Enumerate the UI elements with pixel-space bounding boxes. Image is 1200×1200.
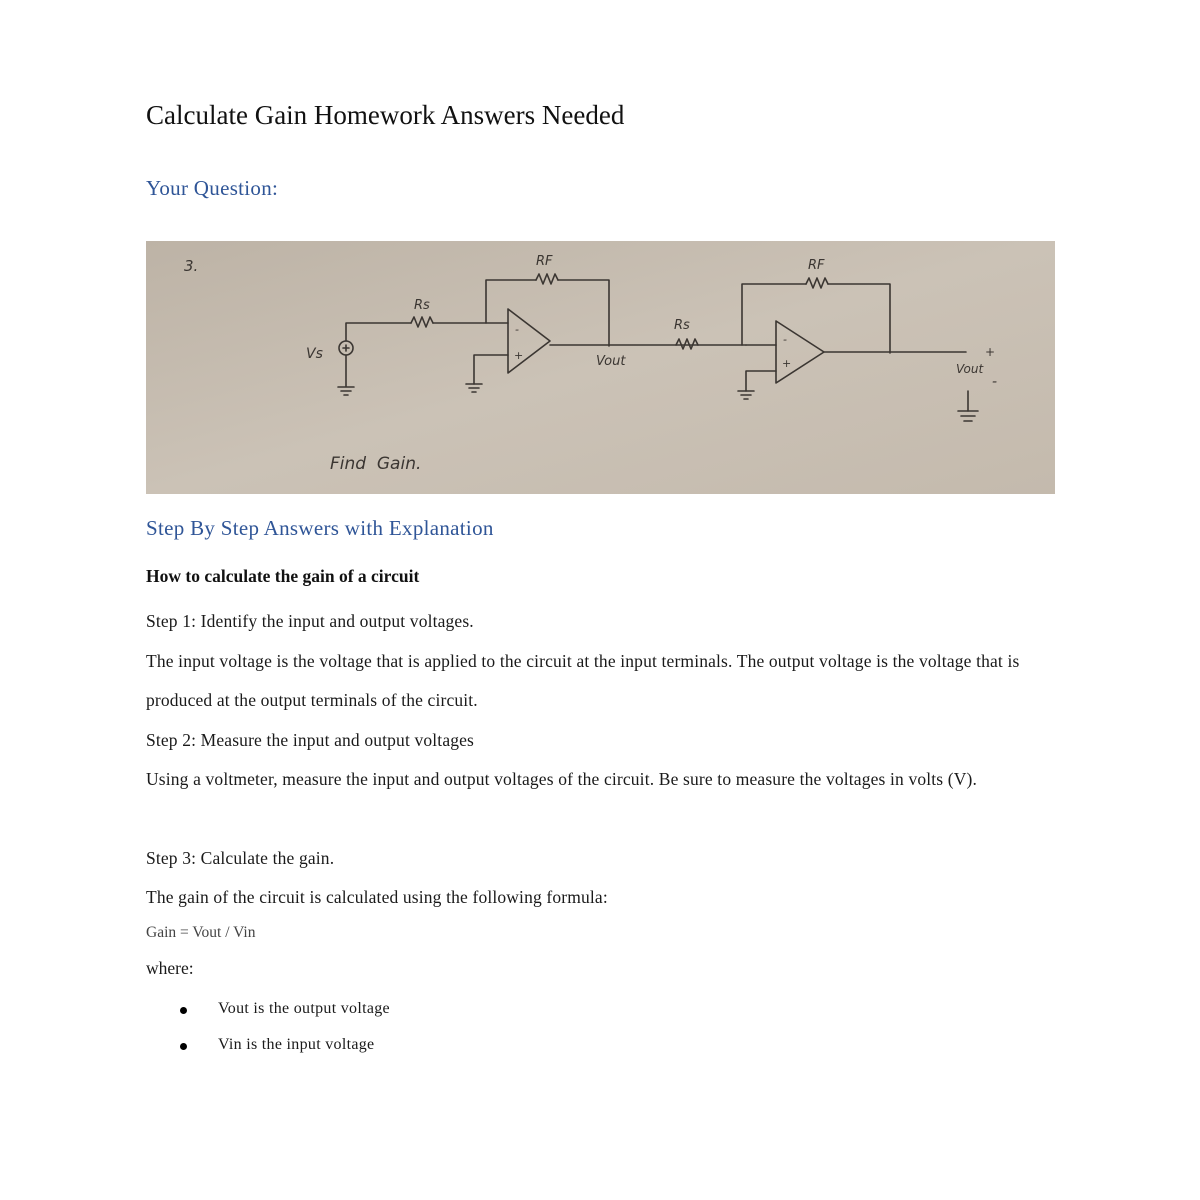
label-rs1: Rs	[414, 298, 430, 313]
step2-title: Step 2: Measure the input and output voltages	[146, 730, 475, 750]
opamp2-plus-label: +	[782, 357, 792, 370]
opamp2-minus-label: -	[783, 333, 787, 346]
step3-body: The gain of the circuit is calculated using the following formula:	[146, 887, 608, 907]
answer-heading: Step By Step Answers with Explanation	[146, 516, 494, 540]
circuit-figure	[146, 241, 1055, 494]
label-minus: -	[992, 374, 998, 390]
gain-formula: Gain = Vout / Vin	[146, 924, 256, 941]
step2-body: Using a voltmeter, measure the input and output voltages of the circuit. Be sure to measure the voltages in volts (V).	[146, 769, 978, 789]
question-heading: Your Question:	[146, 176, 279, 200]
list-item-text: Vin is the input voltage	[218, 1036, 375, 1053]
opamp1-minus-label: -	[515, 323, 519, 336]
label-rf1: RF	[536, 254, 553, 269]
label-plus: +	[985, 345, 996, 359]
bullet-icon	[180, 1043, 187, 1050]
circuit-drawing	[146, 241, 1055, 494]
label-vs: Vs	[306, 346, 323, 362]
step3-title: Step 3: Calculate the gain.	[146, 848, 335, 868]
label-rf2: RF	[808, 258, 825, 273]
find-gain-note: Find Gain.	[330, 454, 422, 474]
step1-body: The input voltage is the voltage that is applied to the circuit at the input terminals. The output voltage is the voltage that is produced at the output terminals of the circuit.	[146, 651, 1020, 710]
opamp1-plus-label: +	[514, 349, 524, 362]
where-label: where:	[146, 958, 194, 978]
label-vout-mid: Vout	[596, 354, 626, 369]
label-vout-end: Vout	[956, 362, 984, 376]
document-title: Calculate Gain Homework Answers Needed	[146, 100, 625, 130]
step1-title: Step 1: Identify the input and output voltages.	[146, 611, 474, 631]
label-rs2: Rs	[674, 318, 690, 333]
problem-number: 3.	[184, 257, 199, 275]
list-item-text: Vout is the output voltage	[218, 1000, 390, 1017]
sub-heading: How to calculate the gain of a circuit	[146, 566, 420, 586]
bullet-icon	[180, 1007, 187, 1014]
